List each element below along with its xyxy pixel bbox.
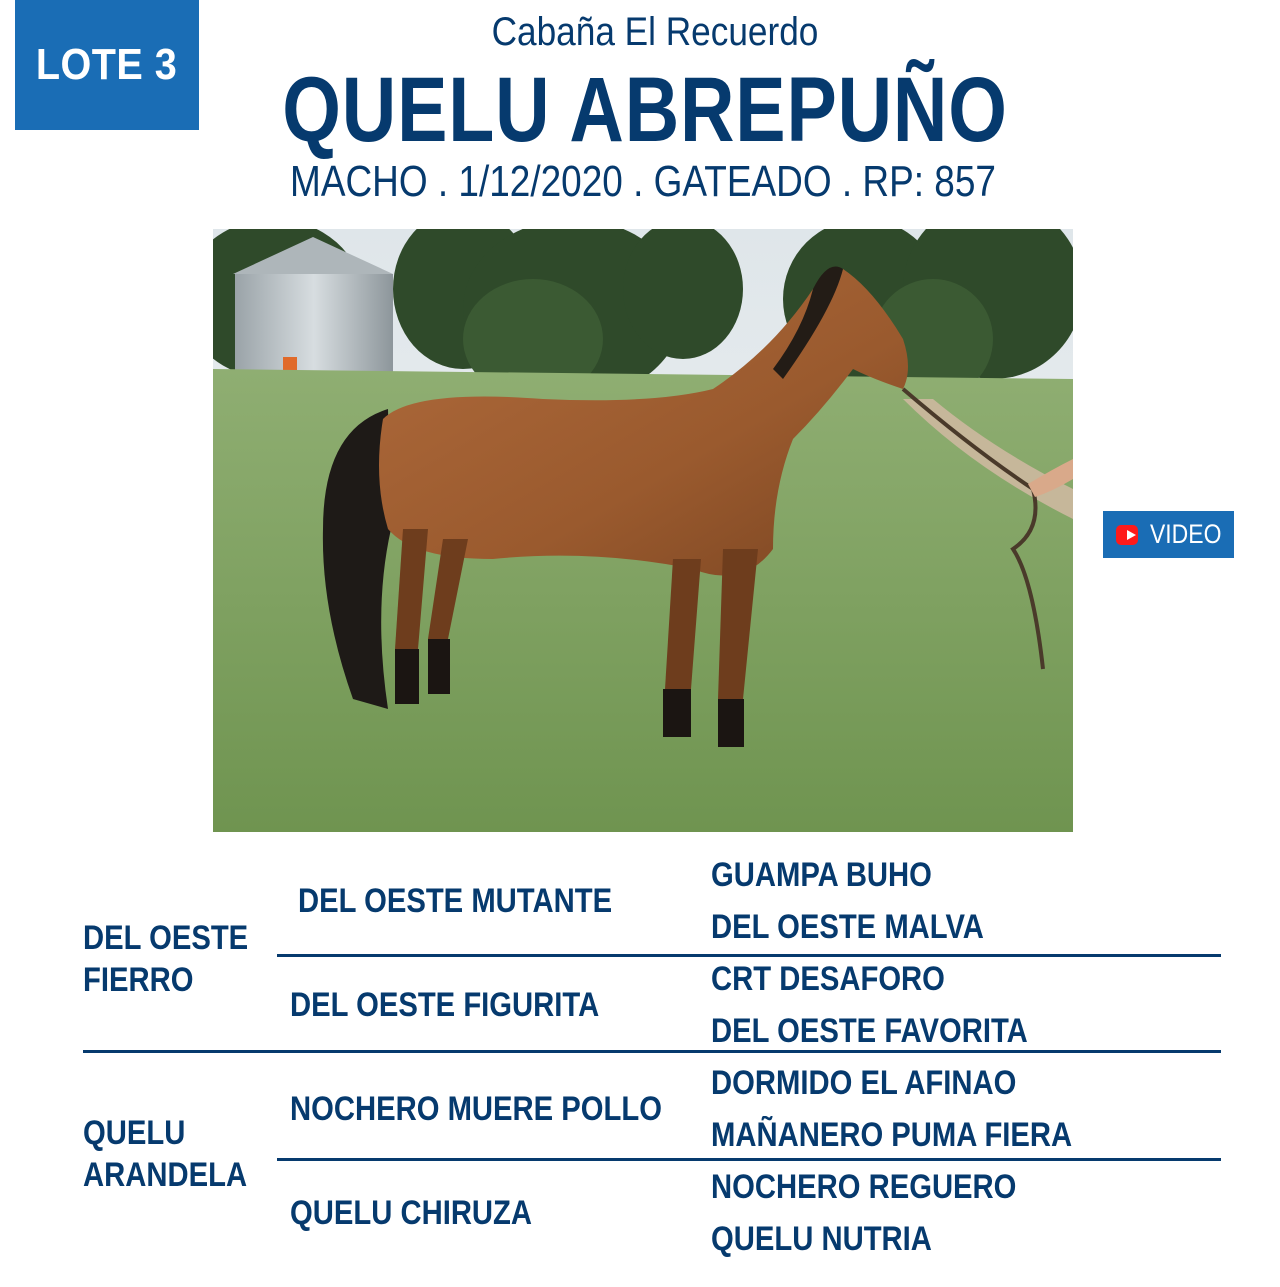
lot-label: LOTE 3: [36, 40, 178, 89]
video-button-label: VIDEO: [1149, 519, 1222, 549]
divider-sire-branch: [277, 954, 1221, 957]
maternal-grandsire: NOCHERO MUERE POLLO: [290, 1090, 663, 1128]
video-button[interactable]: [1103, 511, 1234, 558]
dam-name-line1: QUELU: [83, 1114, 186, 1152]
great-grandparent-1: GUAMPA BUHO: [711, 856, 932, 894]
sire-name-line2: FIERRO: [83, 961, 194, 999]
divider-main: [83, 1050, 1221, 1053]
breeder-name: Cabaña El Recuerdo: [491, 10, 819, 54]
paternal-granddam: DEL OESTE FIGURITA: [290, 986, 600, 1024]
horse-details: MACHO . 1/12/2020 . GATEADO . RP: 857: [290, 157, 996, 206]
dam-name-line2: ARANDELA: [83, 1156, 248, 1194]
great-grandparent-6: MAÑANERO PUMA FIERA: [711, 1116, 1073, 1154]
horse-name: QUELU ABREPUÑO: [282, 59, 1008, 161]
great-grandparent-7: NOCHERO REGUERO: [711, 1168, 1017, 1206]
divider-dam-branch: [277, 1158, 1221, 1161]
great-grandparent-5: DORMIDO EL AFINAO: [711, 1064, 1017, 1102]
paternal-grandsire: DEL OESTE MUTANTE: [298, 882, 613, 920]
great-grandparent-2: DEL OESTE MALVA: [711, 908, 984, 946]
maternal-granddam: QUELU CHIRUZA: [290, 1194, 533, 1232]
dam-name: [83, 1112, 247, 1196]
great-grandparent-8: QUELU NUTRIA: [711, 1220, 932, 1258]
great-grandparent-4: DEL OESTE FAVORITA: [711, 1012, 1028, 1050]
sire-name: [83, 917, 248, 1001]
youtube-play-icon: [1116, 525, 1138, 545]
sire-name-line1: DEL OESTE: [83, 919, 249, 957]
great-grandparent-3: CRT DESAFORO: [711, 960, 945, 998]
horse-photo: [213, 229, 1073, 832]
